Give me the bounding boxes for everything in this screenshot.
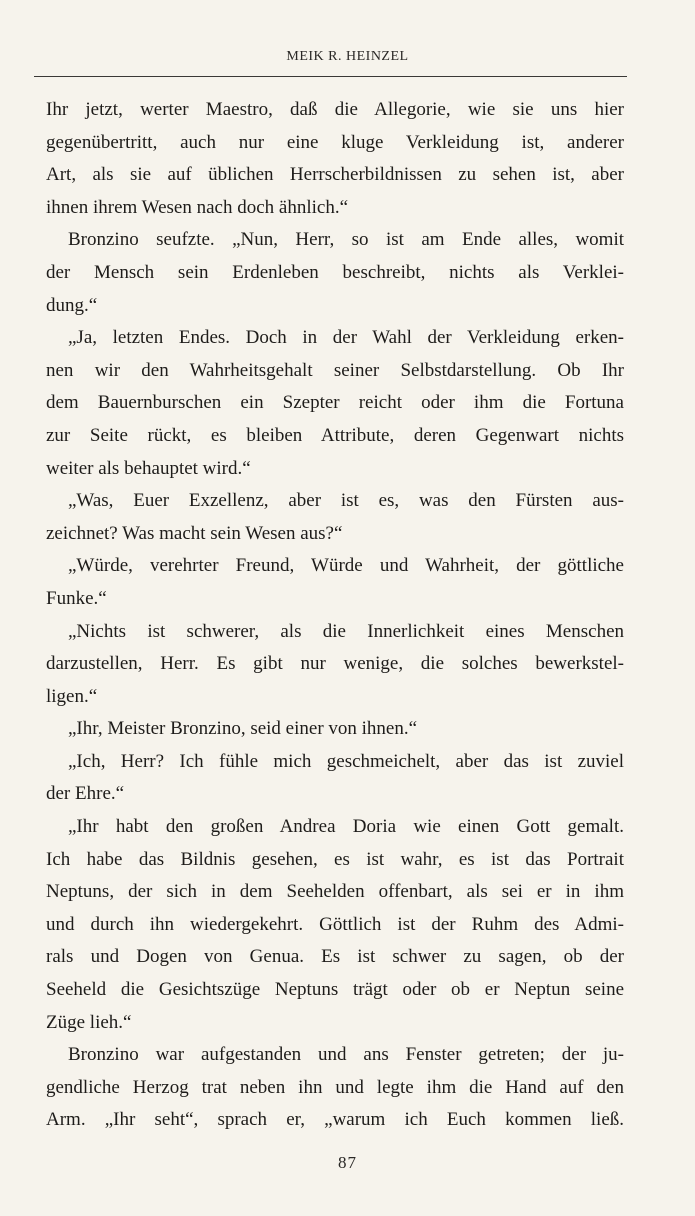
text-line: gegenübertritt, auch nur eine kluge Verkleidung ist, anderer [46,131,624,153]
text-line: Neptuns, der sich in dem Seehelden offenbart, als sei er in ihm [46,881,624,903]
text-line: ihnen ihrem Wesen nach doch ähnlich.“ [46,196,349,218]
text-line: zeichnet? Was macht sein Wesen aus?“ [46,522,343,544]
text-line: gendliche Herzog trat neben ihn und legte ihm die Hand auf den [46,1076,624,1098]
text-line: Züge lieh.“ [46,1011,132,1033]
text-line: „Ihr, Meister Bronzino, seid einer von ihnen.“ [68,718,418,740]
text-line: und durch ihn wiedergekehrt. Göttlich ist der Ruhm des Admi- [46,913,624,935]
text-line: rals und Dogen von Genua. Es ist schwer zu sagen, ob der [46,946,624,968]
text-line: darzustellen, Herr. Es gibt nur wenige, die solches bewerkstel- [46,653,624,675]
text-line: Bronzino war aufgestanden und ans Fenster getreten; der ju- [68,1044,624,1066]
header-rule [34,76,627,77]
text-line: Ihr jetzt, werter Maestro, daß die Allegorie, wie sie uns hier [46,99,624,120]
body-text [46,94,624,1137]
text-line: weiter als behauptet wird.“ [46,457,251,479]
text-line: Ich habe das Bildnis gesehen, es ist wahr, es ist das Portrait [46,848,624,870]
text-line: „Ja, letzten Endes. Doch in der Wahl der Verkleidung erken- [68,327,624,349]
text-line: „Würde, verehrter Freund, Würde und Wahrheit, der göttliche [68,555,624,577]
page-number: 87 [338,1153,357,1172]
text-line: ligen.“ [46,685,98,707]
text-line: dem Bauernburschen ein Szepter reicht oder ihm die Fortuna [46,392,624,414]
text-line: „Ich, Herr? Ich fühle mich geschmeichelt, aber das ist zuviel [68,750,624,772]
text-line: „Nichts ist schwerer, als die Innerlichkeit eines Menschen [68,620,624,642]
text-line: der Mensch sein Erdenleben beschreibt, nichts als Verklei- [46,261,624,283]
text-line: dung.“ [46,294,98,316]
running-head: MEIK R. HEINZEL [286,49,409,64]
text-line: Funke.“ [46,587,107,609]
text-line: der Ehre.“ [46,783,125,805]
text-line: „Ihr habt den großen Andrea Doria wie einen Gott gemalt. [68,816,624,838]
text-line: „Was, Euer Exzellenz, aber ist es, was den Fürsten aus- [68,490,624,512]
text-line: Seeheld die Gesichtszüge Neptuns trägt oder ob er Neptun seine [46,979,624,1001]
text-line: Bronzino seufzte. „Nun, Herr, so ist am Ende alles, womit [68,229,624,251]
text-line: Art, als sie auf üblichen Herrscherbildnissen zu sehen ist, aber [46,164,624,186]
text-line: nen wir den Wahrheitsgehalt seiner Selbstdarstellung. Ob Ihr [46,359,624,381]
text-line: Arm. „Ihr seht“, sprach er, „warum ich Euch kommen ließ. [46,1109,624,1131]
text-line: zur Seite rückt, es bleiben Attribute, deren Gegenwart nichts [46,424,624,446]
